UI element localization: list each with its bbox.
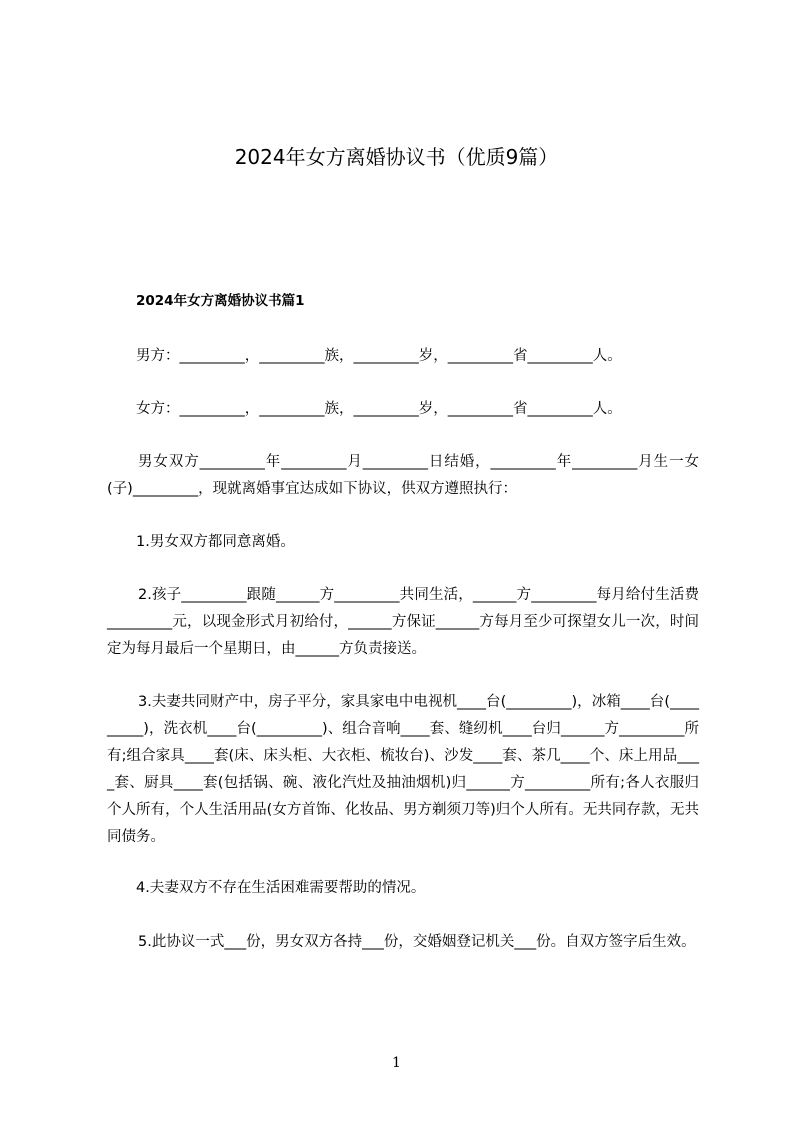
paragraph-marriage-info: 男女双方_________年_________月_________日结婚，_________年_________月生一女(子)_________，现就离婚事宜达成如下协议，供双方遵照执行： bbox=[107, 454, 699, 497]
page-number: 1 bbox=[392, 1055, 401, 1071]
paragraph-clause-3: 3.夫妻共同财产中，房子平分，家具家电中电视机____台(_________)，冰箱____台(_________)，洗衣机____台(_________)、组合音响____套、缝纫机____台归______方_________所有;组合家具____套(床、床头柜、大衣柜、梳妆台)、沙发____套、茶几____个、床上用品____套、厨具____套(包括锅、碗、液化汽灶及抽油烟机)归______方_________所有;各人衣服归个人所有，个人生活用品(女方首饰、化妆品、男方剃须刀等)归个人所有。无共同存款，无共同债务。 bbox=[107, 694, 699, 845]
paragraph-clause-1: 1.男女双方都同意离婚。 bbox=[136, 534, 295, 550]
paragraph-male-info: 男方：_________，_________族，_________岁，_________省_________人。 bbox=[136, 348, 622, 364]
paragraph-clause-5: 5.此协议一式___份，男女双方各持___份，交婚姻登记机关___份。自双方签字后生效。 bbox=[138, 934, 696, 950]
paragraph-clause-4: 4.夫妻双方不存在生活困难需要帮助的情况。 bbox=[136, 880, 426, 896]
section-heading: 2024年女方离婚协议书篇1 bbox=[136, 293, 305, 309]
paragraph-female-info: 女方：_________，_________族，_________岁，_________省_________人。 bbox=[136, 401, 622, 417]
document-title: 2024年女方离婚协议书（优质9篇） bbox=[234, 145, 559, 169]
paragraph-clause-2: 2.孩子_________跟随______方_________共同生活，______方_________每月给付生活费_________元，以现金形式月初给付，______方保证______方每月至少可探望女儿一次，时间定为每月最后一个星期日，由______方负责接送。 bbox=[107, 587, 699, 657]
